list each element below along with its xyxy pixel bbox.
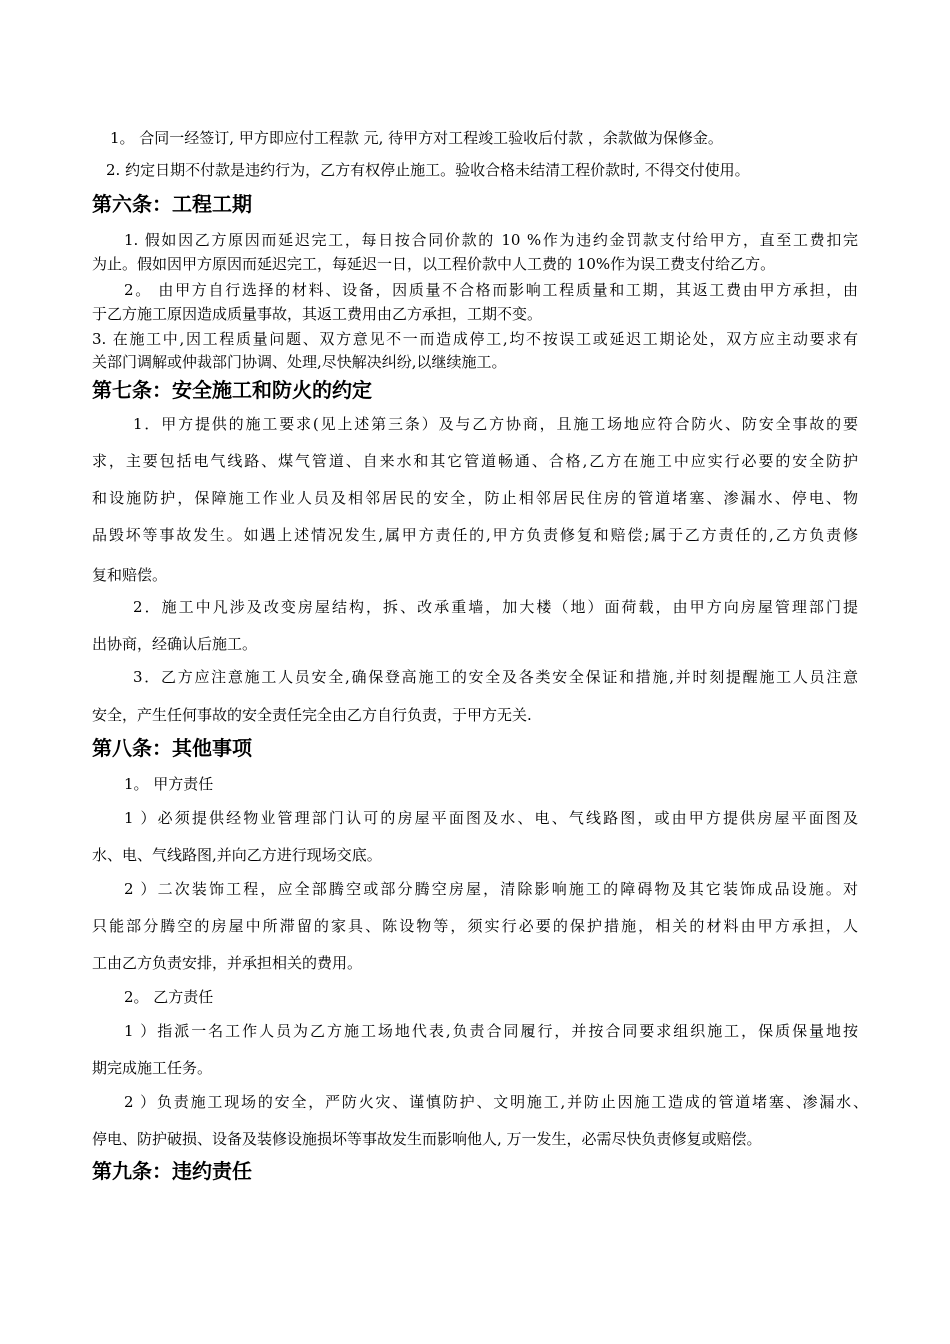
article-6-line-6: 关部门调解或仲裁部门协调、处理,尽快解决纠纷,以继续施工。 bbox=[92, 353, 507, 371]
article-8-line-6: 工由乙方负责安排，并承担相关的费用。 bbox=[92, 954, 363, 972]
payment-clause-1: 1。 合同一经签订, 甲方即应付工程款 元, 待甲方对工程竣工验收后付款 ，余款做为保修金。 bbox=[110, 129, 723, 147]
article-9-heading: 第九条：违约责任 bbox=[92, 1159, 252, 1183]
article-7-line-7: 出协商，经确认后施工。 bbox=[92, 635, 258, 653]
article-7-line-8: 3．乙方应注意施工人员安全,确保登高施工的安全及各类安全保证和措施,并时刻提醒施工人员注意 bbox=[133, 668, 858, 686]
article-7-line-9: 安全，产生任何事故的安全责任完全由乙方自行负责，于甲方无关. bbox=[92, 706, 532, 724]
article-8-line-1: 1。 甲方责任 bbox=[124, 775, 214, 793]
payment-clause-2: 2. 约定日期不付款是违约行为，乙方有权停止施工。验收合格未结清工程价款时, 不得交付使用。 bbox=[106, 161, 750, 179]
article-8-line-5: 只能部分腾空的房屋中所滞留的家具、陈设物等，须实行必要的保护措施，相关的材料由甲方承担，人 bbox=[92, 917, 858, 935]
article-7-line-1: 1．甲方提供的施工要求(见上述第三条）及与乙方协商，且施工场地应符合防火、防安全事故的要 bbox=[133, 415, 858, 433]
article-8-line-4: 2 ）二次装饰工程，应全部腾空或部分腾空房屋，清除影响施工的障碍物及其它装饰成品设施。对 bbox=[124, 880, 858, 898]
article-6-line-2: 为止。假如因甲方原因而延迟完工，每延迟一日，以工程价款中人工费的 10%作为误工费支付给乙方。 bbox=[92, 255, 776, 273]
article-7-line-2: 求，主要包括电气线路、煤气管道、自来水和其它管道畅通、合格,乙方在施工中应实行必要的安全防护 bbox=[92, 452, 858, 470]
article-6-line-1: 1. 假如因乙方原因而延迟完工，每日按合同价款的 10 %作为违约金罚款支付给甲方，直至工费扣完 bbox=[124, 231, 858, 249]
article-7-heading: 第七条：安全施工和防火的约定 bbox=[92, 378, 372, 402]
article-8-line-8: 1 ）指派一名工作人员为乙方施工场地代表,负责合同履行，并按合同要求组织施工，保质保量地按 bbox=[124, 1022, 858, 1040]
article-7-line-4: 品毁坏等事故发生。如遇上述情况发生,属甲方责任的,甲方负责修复和赔偿;属于乙方责任的,乙方负责修 bbox=[92, 526, 858, 544]
article-8-line-7: 2。 乙方责任 bbox=[124, 988, 214, 1006]
article-8-line-10: 2 ）负责施工现场的安全，严防火灾、谨慎防护、文明施工,并防止因施工造成的管道堵塞、渗漏水、 bbox=[124, 1093, 868, 1111]
article-8-heading: 第八条：其他事项 bbox=[92, 736, 252, 760]
article-6-line-3: 2。 由甲方自行选择的材料、设备，因质量不合格而影响工程质量和工期，其返工费由甲方承担，由 bbox=[124, 281, 858, 299]
article-6-line-5: 3. 在施工中,因工程质量问题、双方意见不一而造成停工,均不按误工或延迟工期论处，双方应主动要求有 bbox=[92, 330, 858, 348]
article-8-line-11: 停电、防护破损、设备及装修设施损坏等事故发生而影响他人, 万一发生，必需尽快负责修复或赔偿。 bbox=[92, 1130, 762, 1148]
article-8-line-3: 水、电、气线路图,并向乙方进行现场交底。 bbox=[92, 846, 382, 864]
article-8-line-9: 期完成施工任务。 bbox=[92, 1059, 213, 1077]
article-6-line-4: 于乙方施工原因造成质量事故，其返工费用由乙方承担，工期不变。 bbox=[92, 305, 543, 323]
article-7-line-5: 复和赔偿。 bbox=[92, 566, 168, 584]
article-6-heading: 第六条：工程工期 bbox=[92, 192, 252, 216]
article-7-line-6: 2．施工中凡涉及改变房屋结构，拆、改承重墙，加大楼（地）面荷载，由甲方向房屋管理部门提 bbox=[133, 598, 858, 616]
article-8-line-2: 1 ）必须提供经物业管理部门认可的房屋平面图及水、电、气线路图，或由甲方提供房屋平面图及 bbox=[124, 809, 858, 827]
article-7-line-3: 和设施防护，保障施工作业人员及相邻居民的安全，防止相邻居民住房的管道堵塞、渗漏水、停电、物 bbox=[92, 489, 858, 507]
